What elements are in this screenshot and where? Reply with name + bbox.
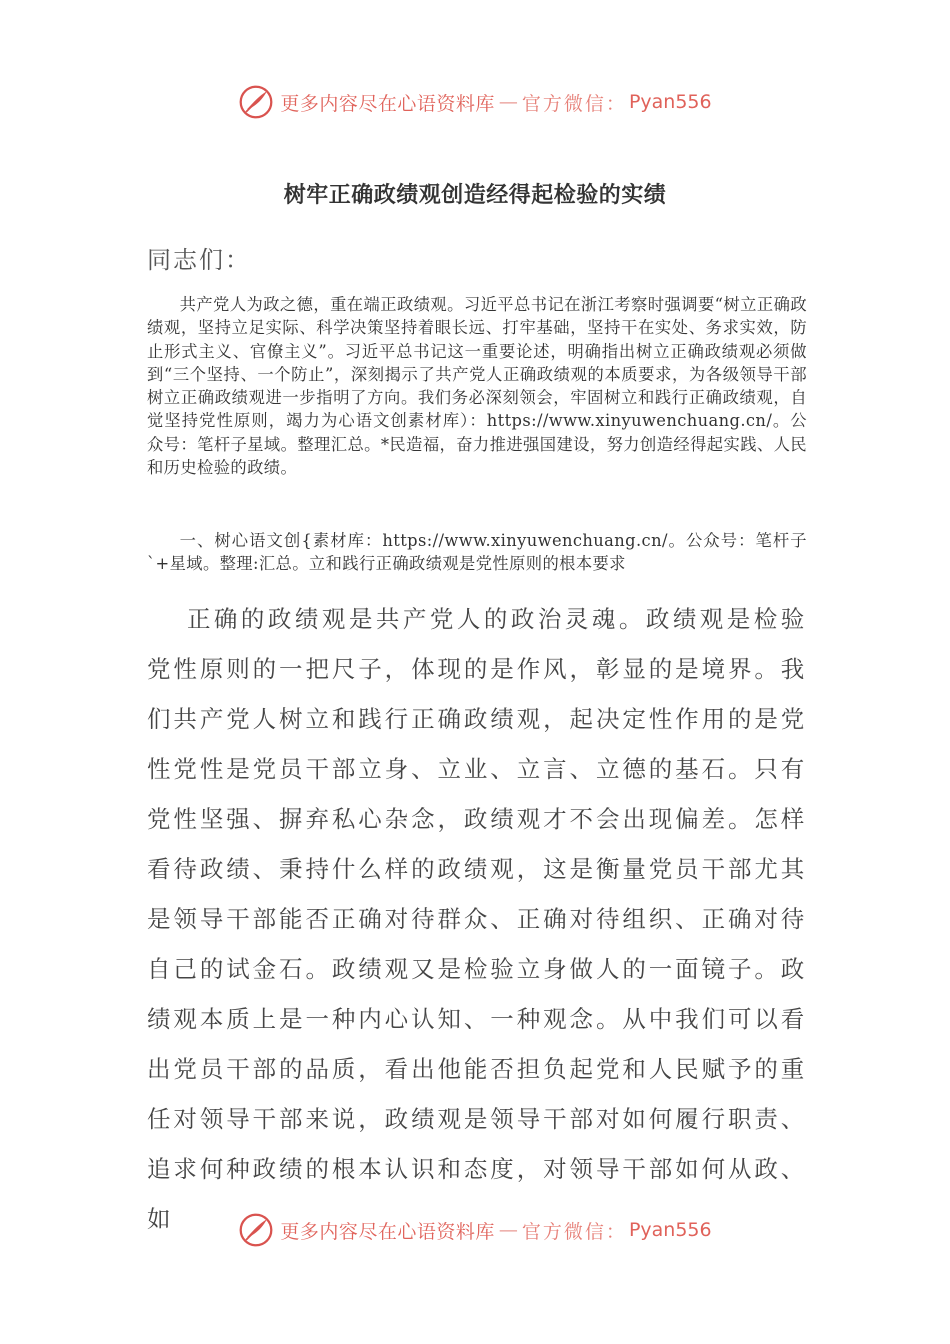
banner-official-label: 官方微信：	[521, 92, 627, 115]
banner-separator: —	[498, 1219, 518, 1241]
greeting: 同志们：	[147, 246, 251, 274]
banner-text: 更多内容尽在心语资料库	[280, 92, 495, 115]
header-banner	[0, 82, 950, 122]
intro-paragraph: 共产党人为政之德，重在端正政绩观。习近平总书记在浙江考察时强调要“树立正确政绩观，坚持立足实际、科学决策坚持着眼长远、打牢基础，坚持干在实处、务求实效，防止形式主义、官僚主义”。习近平总书记这一重要论述，明确指出树立正确政绩观必须做到“三个坚持、一个防止”，深刻揭示了共产党人正确政绩观的本质要求，为各级领导干部树立正确政绩观进一步指明了方向。我们务必深刻领会，牢固树立和践行正确政绩观，自觉坚持党性原则，竭力为心语文创素材库）：https://www.xinyuwenchuang.cn/。公众号：笔杆子星域。整理汇总。*民造福，奋力推进强国建设，努力创造经得起实践、人民和历史检验的政绩。	[147, 295, 807, 478]
banner-wechat-id: Pyan556	[628, 91, 712, 113]
section-heading-paragraph: 一、树心语文创{素材库：https://www.xinyuwenchuang.cn/。公众号：笔杆子`+星域。整理:汇总。立和践行正确政绩观是党性原则的根本要求	[147, 531, 807, 574]
banner-official-label: 官方微信：	[521, 1220, 627, 1243]
banner-text: 更多内容尽在心语资料库	[280, 1220, 495, 1243]
banner-wechat-id: Pyan556	[628, 1219, 712, 1241]
body-paragraph: 正确的政绩观是共产党人的政治灵魂。政绩观是检验党性原则的一把尺子，体现的是作风，彰显的是境界。我们共产党人树立和践行正确政绩观，起决定性作用的是党性党性是党员干部立身、立业、立言、立德的基石。只有党性坚强、摒弃私心杂念，政绩观才不会出现偏差。怎样看待政绩、秉持什么样的政绩观，这是衡量党员干部尤其是领导干部能否正确对待群众、正确对待组织、正确对待自己的试金石。政绩观又是检验立身做人的一面镜子。政绩观本质上是一种内心认知、一种观念。从中我们可以看出党员干部的品质，看出他能否担负起党和人民赋予的重任对领导干部来说，政绩观是领导干部对如何履行职责、追求何种政绩的根本认识和态度，对领导干部如何从政、如	[147, 605, 807, 1233]
document-title: 树牢正确政绩观创造经得起检验的实绩	[283, 183, 667, 208]
quill-logo-icon	[238, 84, 274, 120]
quill-logo-icon	[238, 1212, 274, 1248]
banner-separator: —	[498, 91, 518, 113]
footer-banner	[0, 1210, 950, 1250]
